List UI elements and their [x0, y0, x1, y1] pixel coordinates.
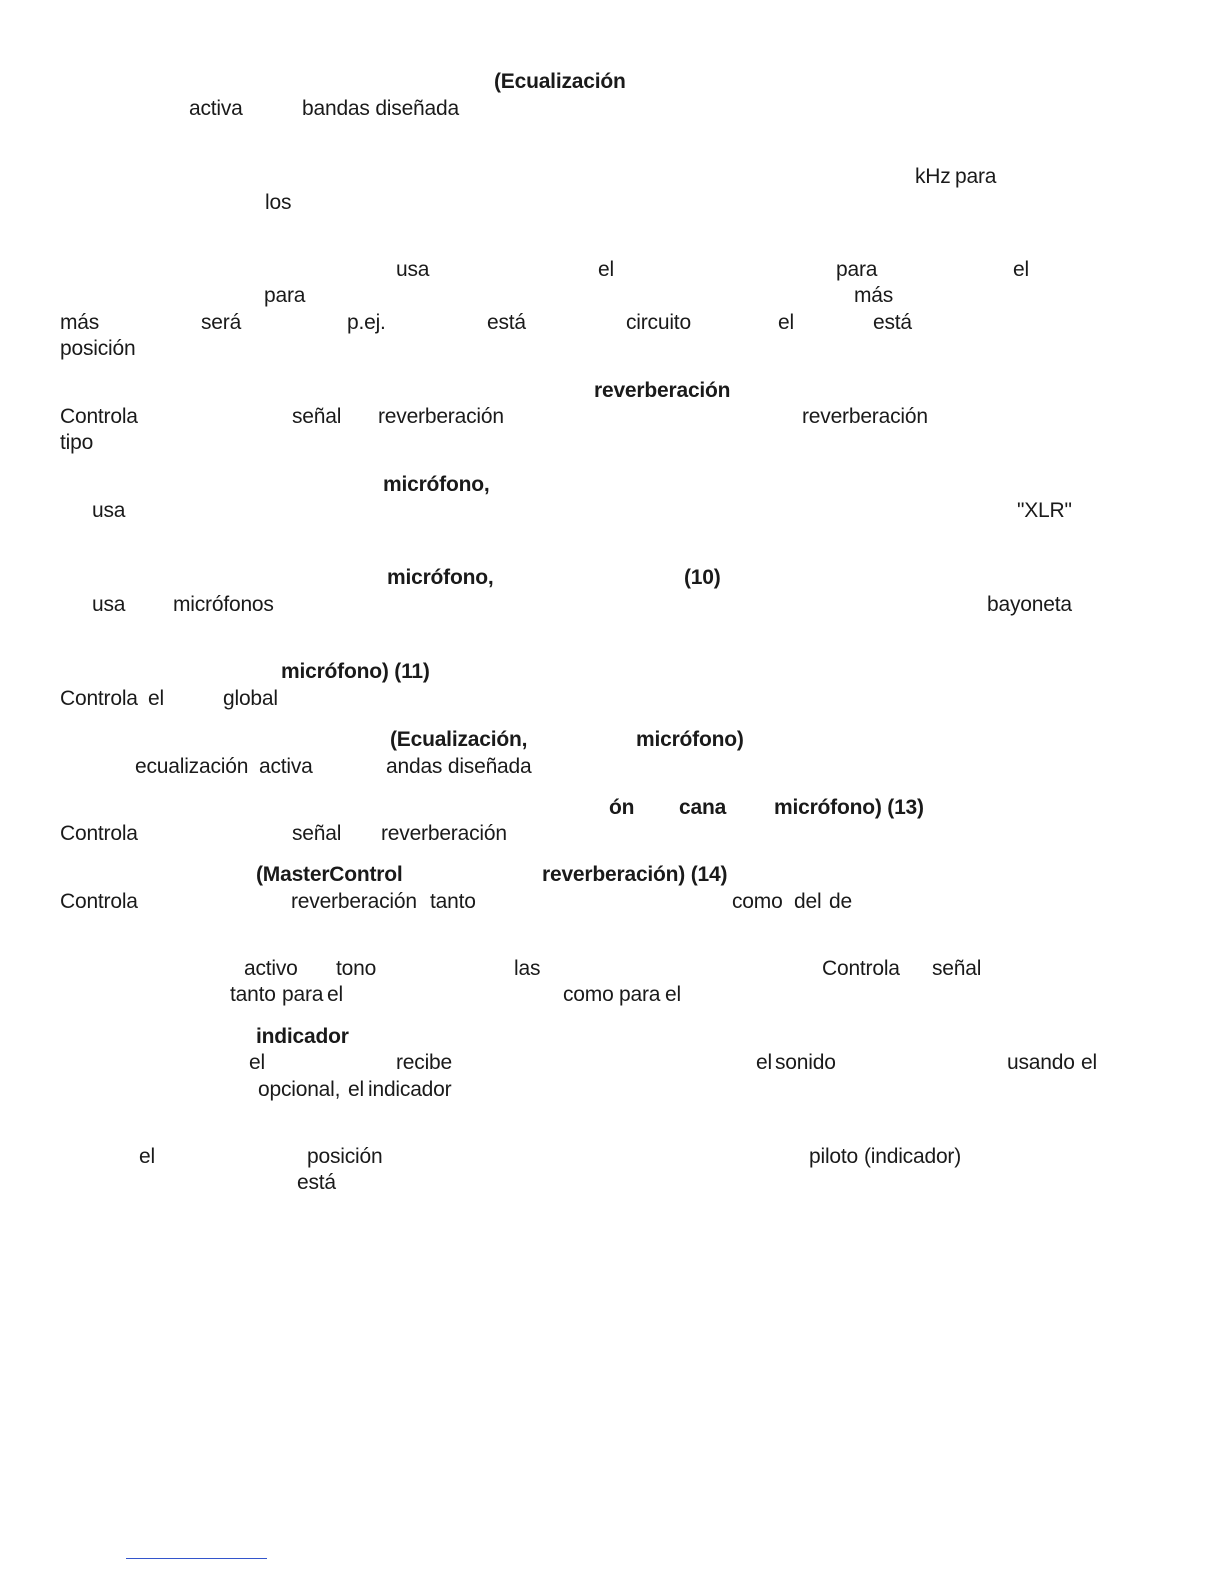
text-word: Controla — [60, 405, 138, 428]
heading-word: micrófono) — [636, 728, 744, 751]
heading-word: micrófono) (13) — [774, 796, 924, 819]
text-word: (indicador) — [864, 1145, 962, 1168]
text-word: tanto — [230, 983, 276, 1006]
text-word: circuito — [626, 311, 691, 334]
text-word: está — [487, 311, 526, 334]
heading-word: (10) — [684, 566, 721, 589]
text-word: usa — [92, 593, 126, 616]
text-word: opcional, — [258, 1078, 341, 1101]
text-word: está — [297, 1171, 336, 1194]
heading-word: reverberación — [594, 379, 731, 402]
text-word: posición — [307, 1145, 383, 1168]
text-word: señal — [292, 405, 342, 428]
text-word: será — [201, 311, 242, 334]
text-word: el — [327, 983, 343, 1006]
text-word: reverberación — [802, 405, 928, 428]
text-word: indicador — [368, 1078, 452, 1101]
text-word: para — [619, 983, 661, 1006]
text-word: micrófonos — [173, 593, 274, 616]
text-word: el — [1013, 258, 1029, 281]
text-word: global — [223, 687, 278, 710]
text-word: andas diseñada — [386, 755, 532, 778]
text-word: bandas diseñada — [302, 97, 459, 120]
text-word: más — [854, 284, 894, 307]
text-word: usando — [1007, 1051, 1075, 1074]
text-word: reverberación — [378, 405, 504, 428]
text-word: posición — [60, 337, 136, 360]
text-word: señal — [932, 957, 982, 980]
heading-word: micrófono) (11) — [281, 660, 430, 683]
text-word: para — [955, 165, 997, 188]
text-word: recibe — [396, 1051, 452, 1074]
text-word: Controla — [60, 822, 138, 845]
footnote-separator — [126, 1558, 267, 1559]
text-word: para — [282, 983, 324, 1006]
heading-word: (Ecualización, — [390, 728, 528, 751]
text-word: p.ej. — [347, 311, 386, 334]
text-word: el — [1081, 1051, 1097, 1074]
text-word: usa — [92, 499, 126, 522]
text-word: más — [60, 311, 100, 334]
text-word: reverberación — [381, 822, 507, 845]
text-word: para — [836, 258, 878, 281]
text-word: activo — [244, 957, 298, 980]
text-word: bayoneta — [987, 593, 1072, 616]
text-word: tono — [336, 957, 377, 980]
heading-word: micrófono, — [383, 473, 490, 496]
text-word: los — [265, 191, 292, 214]
text-word: señal — [292, 822, 342, 845]
text-word: Controla — [60, 890, 138, 913]
text-word: del — [794, 890, 822, 913]
text-word: Controla — [822, 957, 900, 980]
text-word: reverberación — [291, 890, 417, 913]
text-word: el — [756, 1051, 772, 1074]
heading-word: reverberación) (14) — [542, 863, 728, 886]
text-word: las — [514, 957, 541, 980]
heading-word: ón — [609, 796, 635, 819]
text-word: ecualización — [135, 755, 249, 778]
text-word: el — [598, 258, 614, 281]
heading-word: indicador — [256, 1025, 349, 1048]
text-word: activa — [259, 755, 313, 778]
text-word: el — [665, 983, 681, 1006]
heading-word: cana — [679, 796, 727, 819]
text-word: piloto — [809, 1145, 859, 1168]
text-word: Controla — [60, 687, 138, 710]
text-word: el — [348, 1078, 364, 1101]
text-word: el — [249, 1051, 265, 1074]
text-word: tanto — [430, 890, 476, 913]
text-word: tipo — [60, 431, 94, 454]
text-word: "XLR" — [1017, 499, 1072, 522]
text-word: el — [139, 1145, 155, 1168]
heading-word: (Ecualización — [494, 70, 626, 93]
text-word: sonido — [775, 1051, 836, 1074]
heading-word: (MasterControl — [256, 863, 403, 886]
text-word: el — [778, 311, 794, 334]
text-word: usa — [396, 258, 430, 281]
heading-word: micrófono, — [387, 566, 494, 589]
text-word: está — [873, 311, 912, 334]
text-word: activa — [189, 97, 243, 120]
text-word: kHz — [915, 165, 951, 188]
text-word: de — [829, 890, 852, 913]
text-word: como — [732, 890, 783, 913]
text-word: como — [563, 983, 614, 1006]
text-word: el — [148, 687, 164, 710]
text-word: para — [264, 284, 306, 307]
